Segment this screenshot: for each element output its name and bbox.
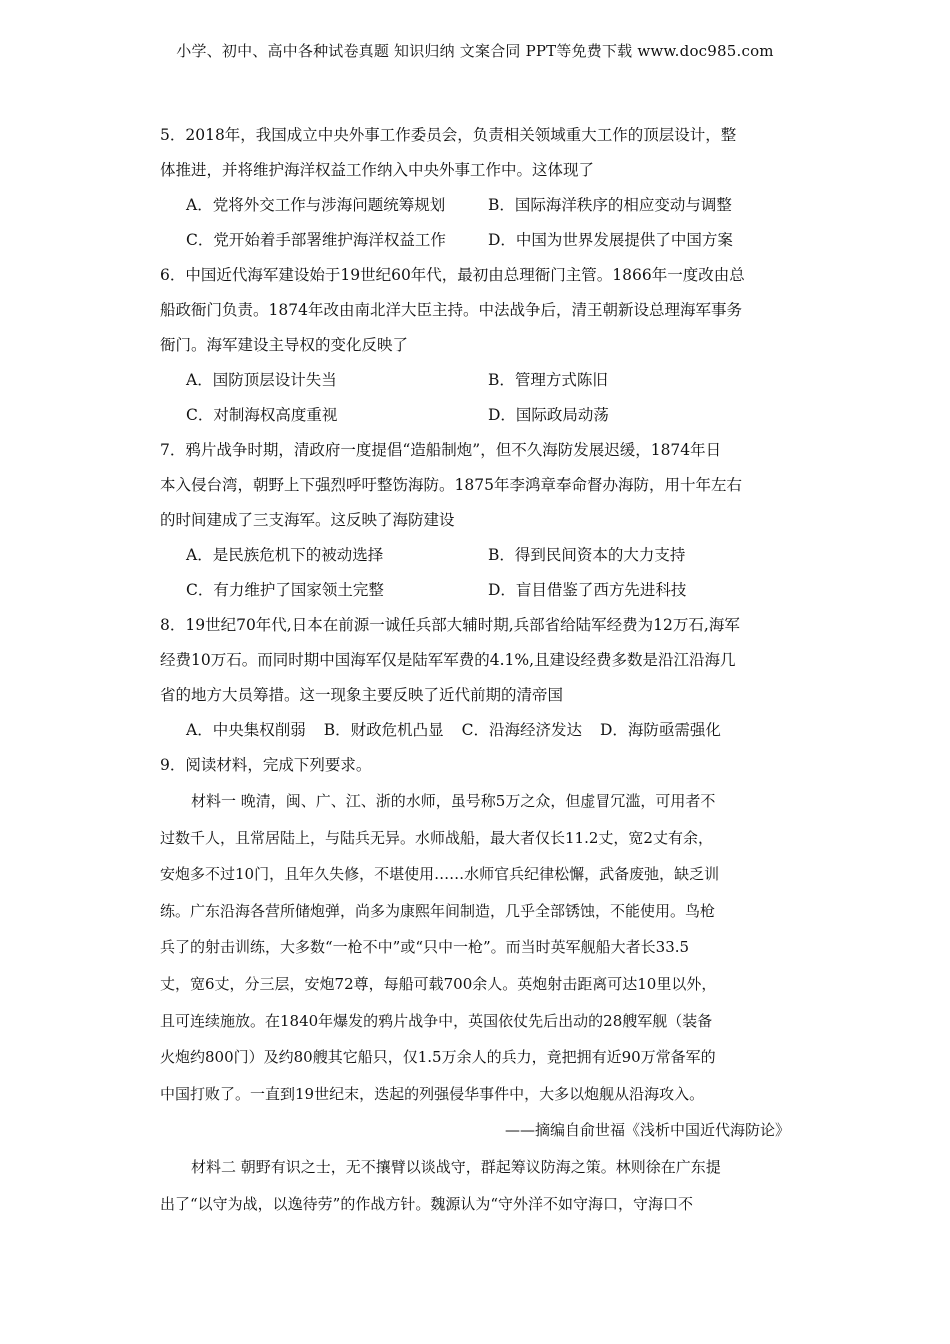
question-9	[160, 748, 790, 1222]
question-7-option-d[interactable]: D．盲目借鉴了西方先进科技	[488, 581, 687, 599]
material-1-line: 材料一 晚清，闽、广、江、浙的水师，虽号称5万之众，但虚冒冗滥，可用者不	[191, 792, 716, 810]
question-7-stem-line: 本入侵台湾，朝野上下强烈呼吁整饬海防。1875年李鸿章奉命督办海防，用十年左右	[160, 476, 742, 494]
question-5-options-row	[160, 223, 790, 258]
material-1-line: 中国打败了。一直到19世纪末，迭起的列强侵华事件中，大多以炮舰从沿海攻入。	[160, 1084, 705, 1103]
material-1-line: 丈，宽6丈，分三层，安炮72尊，每船可载700余人。英炮射击距离可达10里以外，	[160, 974, 717, 993]
material-1	[160, 783, 790, 1149]
material-2-line: 出了“以守为战，以逸待劳”的作战方针。魏源认为“守外洋不如守海口，守海口不	[160, 1194, 694, 1213]
question-5-option-d[interactable]: D．中国为世界发展提供了中国方案	[488, 231, 733, 249]
question-7-option-c[interactable]: C．有力维护了国家领土完整	[186, 581, 384, 599]
question-8-option-c[interactable]: C．沿海经济发达	[461, 721, 582, 739]
question-6-stem-line: 船政衙门负责。1874年改由南北洋大臣主持。中法战争后，清王朝新设总理海军事务	[160, 301, 742, 319]
question-5	[160, 118, 790, 258]
question-6-option-c[interactable]: C．对制海权高度重视	[186, 406, 338, 424]
question-8-stem-line: 经费10万石。而同时期中国海军仅是陆军军费的4.1%,且建设经费多数是沿江沿海几	[160, 651, 736, 669]
question-8-stem-line: 8．19世纪70年代,日本在前源一诚任兵部大辅时期,兵部省给陆军经费为12万石,海军	[160, 616, 740, 634]
question-7-option-b[interactable]: B．得到民间资本的大力支持	[488, 546, 686, 564]
material-1-line: 火炮约800门）及约80艘其它船只，仅1.5万余人的兵力，竟把拥有近90万常备军的	[160, 1048, 716, 1067]
question-8	[160, 608, 790, 748]
question-9-intro: 9．阅读材料，完成下列要求。	[160, 756, 372, 774]
question-7-stem-line: 7．鸦片战争时期，清政府一度提倡“造船制炮”，但不久海防发展迟缓，1874年日	[160, 441, 722, 459]
question-6-stem-line: 6．中国近代海军建设始于19世纪60年代，最初由总理衙门主管。1866年一度改由总	[160, 266, 745, 284]
question-7-stem-line: 的时间建成了三支海军。这反映了海防建设	[160, 511, 455, 529]
question-5-option-a[interactable]: A．党将外交工作与涉海问题统筹规划	[186, 196, 446, 214]
material-1-line: 且可连续施放。在1840年爆发的鸦片战争中，英国依仗先后出动的28艘军舰（装备	[160, 1011, 713, 1030]
question-8-option-a[interactable]: A．中央集权削弱	[186, 721, 306, 739]
material-1-line: 练。广东沿海各营所储炮弹，尚多为康熙年间制造，几乎全部锈蚀，不能使用。鸟枪	[160, 901, 716, 920]
question-6-option-b[interactable]: B．管理方式陈旧	[488, 371, 608, 389]
question-6-option-a[interactable]: A．国防顶层设计失当	[186, 371, 337, 389]
question-8-stem-line: 省的地方大员筹措。这一现象主要反映了近代前期的清帝国	[160, 686, 564, 704]
question-6-option-d[interactable]: D．国际政局动荡	[488, 406, 609, 424]
question-7-option-a[interactable]: A．是民族危机下的被动选择	[186, 546, 384, 564]
question-5-option-b[interactable]: B．国际海洋秩序的相应变动与调整	[488, 196, 732, 214]
question-6-options-row	[160, 398, 790, 433]
question-6-stem-line: 衙门。海军建设主导权的变化反映了	[160, 336, 409, 354]
material-2	[160, 1149, 790, 1222]
question-8-option-d[interactable]: D．海防亟需强化	[599, 721, 721, 739]
question-6	[160, 258, 790, 433]
question-5-stem-line: 体推进，并将维护海洋权益工作纳入中央外事工作中。这体现了	[160, 161, 595, 179]
question-5-option-c[interactable]: C．党开始着手部署维护海洋权益工作	[186, 231, 446, 249]
question-8-option-b[interactable]: B．财政危机凸显	[323, 721, 444, 739]
question-5-options-row	[160, 188, 790, 223]
question-8-options-row	[160, 713, 790, 748]
material-1-line: 安炮多不过10门，且年久失修，不堪使用……水师官兵纪律松懈，武备废弛，缺乏训	[160, 865, 720, 884]
material-1-source: ——摘编自俞世福《浅析中国近代海防论》	[504, 1121, 790, 1140]
material-2-line: 材料二 朝野有识之士，无不攘臂以谈战守，群起筹议防海之策。林则徐在广东提	[191, 1157, 721, 1176]
question-7-options-row	[160, 538, 790, 573]
question-5-stem-line: 5．2018年，我国成立中央外事工作委员会，负责相关领域重大工作的顶层设计，整	[160, 126, 737, 144]
exam-page	[160, 118, 790, 1222]
question-6-options-row	[160, 363, 790, 398]
page-header: 小学、初中、高中各种试卷真题 知识归纳 文案合同 PPT等免费下载 www.doc985.com	[176, 42, 774, 60]
material-1-line: 过数千人，且常居陆上，与陆兵无异。水师战船，最大者仅长11.2丈，宽2丈有余，	[160, 828, 713, 847]
question-7-options-row	[160, 573, 790, 608]
question-7	[160, 433, 790, 608]
material-1-line: 兵了的射击训练，大多数“一枪不中”或“只中一枪”。而当时英军舰船大者长33.5	[160, 938, 690, 957]
